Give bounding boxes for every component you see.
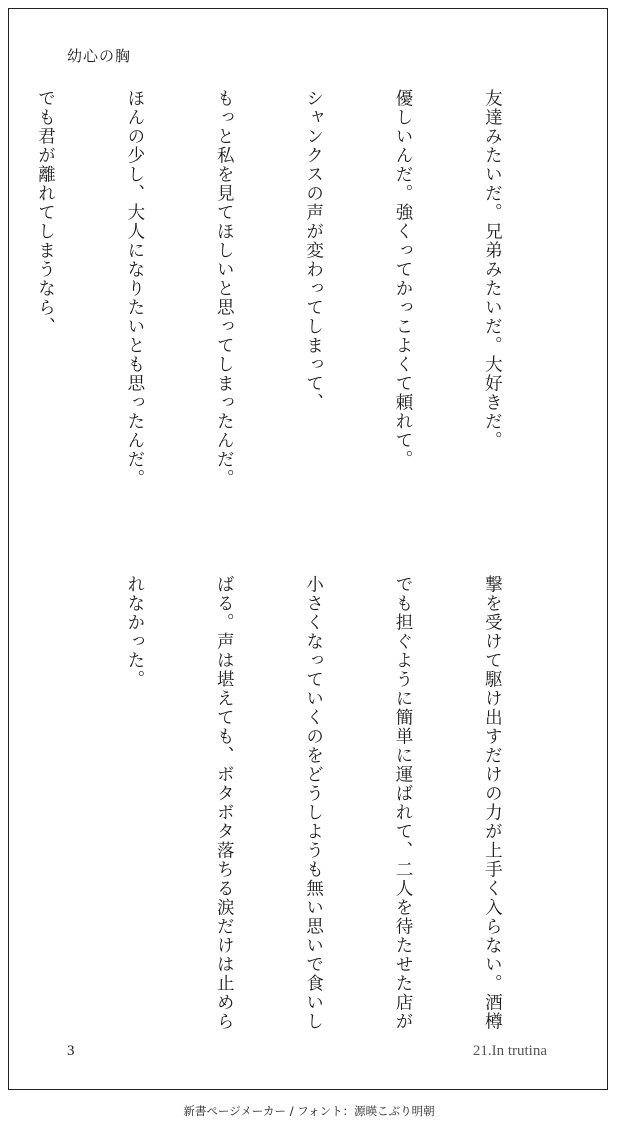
text-line: でも君が離れてしまうなら、 [35,89,56,336]
text-line: でも担ぐように簡単に運ばれて、二人を待たせた店が [393,575,414,1031]
text-line: 優しいんだ。強くってかっこよくて頼れて。 [393,89,414,469]
text-line: れなかった。 [124,575,145,689]
chapter-label: 21.In trutina [472,1043,547,1059]
text-line: 小さくなっていくのをどうしようも無い思いで食いし [303,575,324,1031]
upper-text-block [0,89,566,529]
text-line: 撃を受けて駆け出すだけの力が上手く入らない。酒樽 [482,575,503,1031]
text-line: シャンクスの声が変わってしまって、 [303,89,324,412]
text-line: 友達みたいだ。兄弟みたいだ。大好きだ。 [482,89,503,450]
page-header-title: 幼心の胸 [67,47,132,65]
book-page [8,8,608,1090]
text-line: もっと私を見てほしいと思ってしまったんだ。 [214,89,235,488]
text-line: ばる。声は堪えても、ボタボタ落ちる涙だけは止めら [214,575,235,1031]
text-line: ほんの少し、大人になりたいとも思ったんだ。 [124,89,145,488]
credit-caption: 新書ページメーカー / フォント：源暎こぶり明朝 [183,1104,435,1118]
lower-text-block [0,575,566,1031]
page-number: 3 [67,1043,75,1059]
